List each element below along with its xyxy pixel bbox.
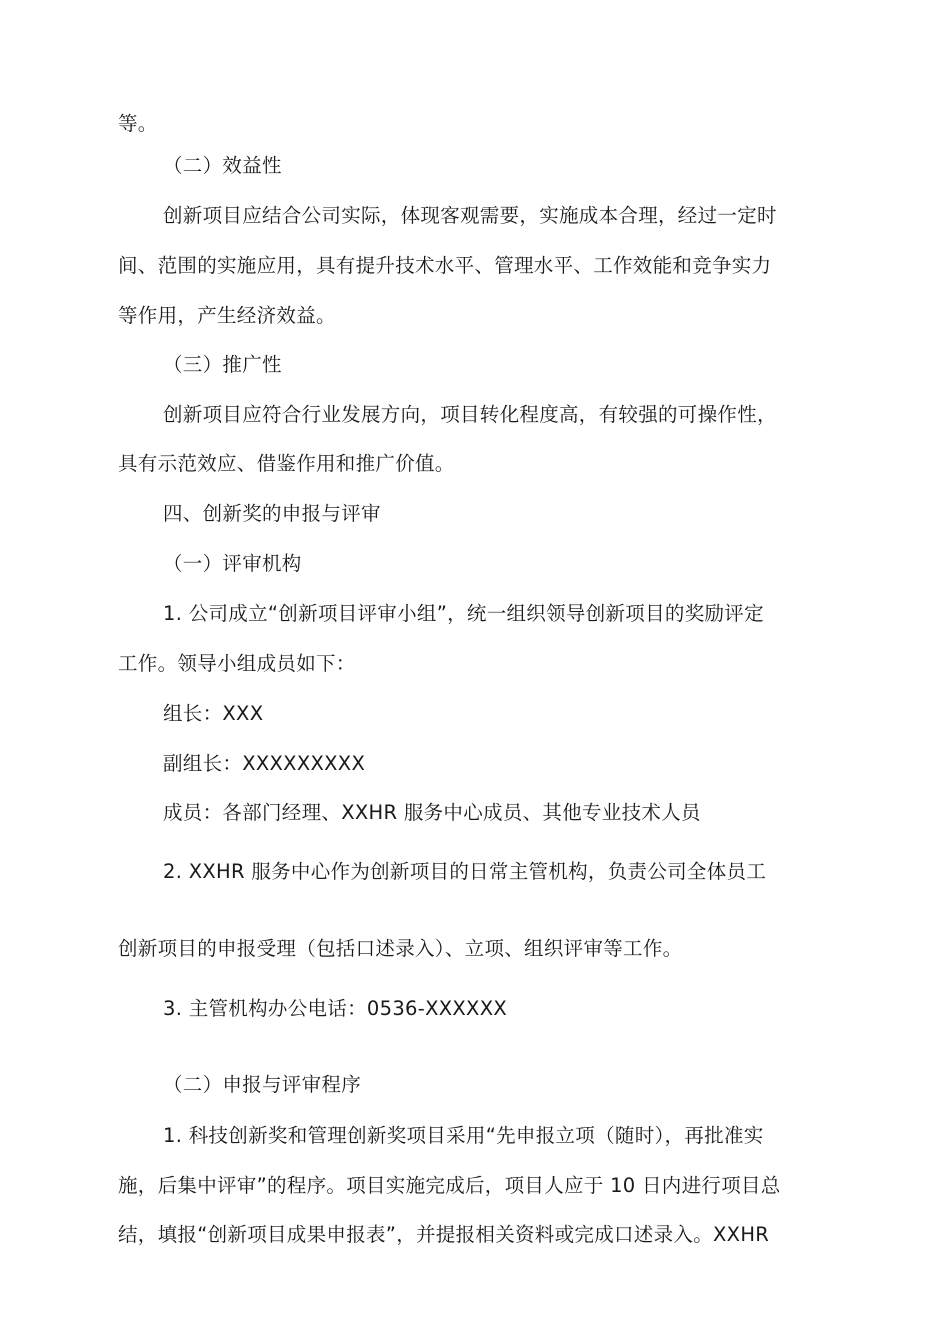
numbered-item-2: 2. XXHR 服务中心作为创新项目的日常主管机构，负责公司全体员工 [163, 860, 767, 883]
paragraph-line: 施，后集中评审”的程序。项目实施完成后，项目人应于 10 日内进行项目总 [118, 1174, 781, 1197]
paragraph-line: 创新项目应结合公司实际，体现客观需要，实施成本合理，经过一定时 [163, 204, 777, 227]
group-leader-line: 组长：XXX [163, 702, 264, 725]
members-line: 成员：各部门经理、XXHR 服务中心成员、其他专业技术人员 [163, 801, 701, 824]
paragraph-line: 创新项目的申报受理（包括口述录入）、立项、组织评审等工作。 [118, 937, 683, 960]
paragraph-line: 等作用，产生经济效益。 [118, 304, 336, 327]
subsection-heading-procedure: （二）申报与评审程序 [163, 1073, 362, 1096]
subsection-heading-review-body: （一）评审机构 [163, 552, 302, 575]
paragraph-line: 结，填报“创新项目成果申报表”，并提报相关资料或完成口述录入。XXHR [118, 1223, 770, 1246]
section-heading-award-review: 四、创新奖的申报与评审 [163, 502, 381, 525]
subsection-heading-promotion: （三）推广性 [163, 353, 282, 376]
numbered-item-1: 1. 科技创新奖和管理创新奖项目采用“先申报立项（随时），再批准实 [163, 1124, 764, 1147]
paragraph-line: 工作。领导小组成员如下： [118, 652, 356, 675]
paragraph-line: 具有示范效应、借鉴作用和推广价值。 [118, 452, 455, 475]
numbered-item-3: 3. 主管机构办公电话：0536-XXXXXX [163, 997, 508, 1020]
deputy-leader-line: 副组长：XXXXXXXXX [163, 752, 366, 775]
subsection-heading-benefit: （二）效益性 [163, 154, 282, 177]
paragraph-line: 创新项目应符合行业发展方向，项目转化程度高，有较强的可操作性， [163, 403, 777, 426]
paragraph-line-end: 等。 [118, 112, 158, 135]
paragraph-line: 间、范围的实施应用，具有提升技术水平、管理水平、工作效能和竞争实力 [118, 254, 772, 277]
numbered-item-1: 1. 公司成立“创新项目评审小组”，统一组织领导创新项目的奖励评定 [163, 602, 764, 625]
